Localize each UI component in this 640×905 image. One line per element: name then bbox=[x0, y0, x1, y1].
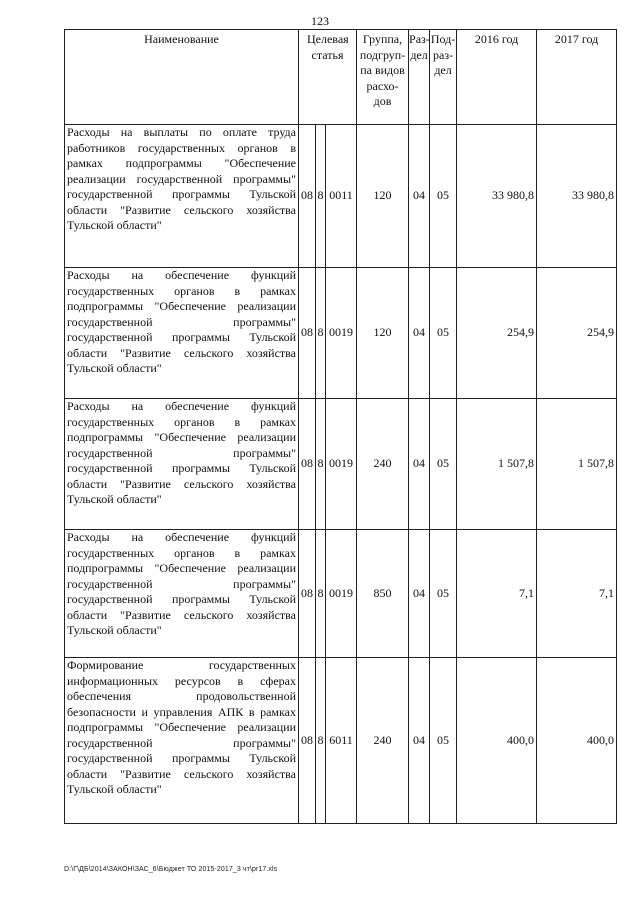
row-expense-group: 850 bbox=[357, 530, 409, 658]
row-section: 04 bbox=[409, 658, 430, 824]
row-target-article-code: 0019 bbox=[326, 399, 357, 530]
footer-file-path: D:\Г\ДБ\2014\ЗАКОН\ЗАС_6\Бюджет ТО 2015-2017_3 чт\pr17.xls bbox=[64, 866, 278, 873]
row-target-article-code: 6011 bbox=[326, 658, 357, 824]
row-target-article-program: 08 bbox=[299, 125, 316, 268]
table-row bbox=[65, 125, 617, 268]
row-amount-2016: 7,1 bbox=[457, 530, 537, 658]
page-number: 123 bbox=[311, 14, 329, 28]
row-section: 04 bbox=[409, 530, 430, 658]
row-target-article-code: 0019 bbox=[326, 530, 357, 658]
row-expense-group: 120 bbox=[357, 268, 409, 399]
table-row bbox=[65, 530, 617, 658]
row-section: 04 bbox=[409, 125, 430, 268]
row-target-article-program: 08 bbox=[299, 658, 316, 824]
header-year-2016: 2016 год bbox=[457, 30, 537, 125]
row-amount-2017: 1 507,8 bbox=[537, 399, 617, 530]
row-target-article-subprogram: 8 bbox=[316, 268, 326, 399]
row-name: Расходы на выплаты по оплате труда работников государственных органов в рамках подпрограммы "Обеспечение реализации государственной программы" государственной программы Тульской области "Развитие сельского хозяйства Тульской области" bbox=[65, 125, 299, 268]
row-subsection: 05 bbox=[430, 268, 457, 399]
row-amount-2017: 400,0 bbox=[537, 658, 617, 824]
row-target-article-program: 08 bbox=[299, 268, 316, 399]
row-target-article-program: 08 bbox=[299, 399, 316, 530]
row-target-article-subprogram: 8 bbox=[316, 125, 326, 268]
row-subsection: 05 bbox=[430, 530, 457, 658]
budget-table bbox=[64, 29, 617, 824]
header-group: Группа, подгруп-па видов расхо-дов bbox=[357, 30, 409, 125]
row-target-article-subprogram: 8 bbox=[316, 658, 326, 824]
header-name: Наименование bbox=[65, 30, 299, 125]
header-subsection: Под-раз-дел bbox=[430, 30, 457, 125]
table-row bbox=[65, 658, 617, 824]
row-name: Расходы на обеспечение функций государственных органов в рамках подпрограммы "Обеспечение реализации государственной программы" государственной программы Тульской области "Развитие сельского хозяйства Тульской области" bbox=[65, 399, 299, 530]
row-subsection: 05 bbox=[430, 399, 457, 530]
row-name: Формирование государственных информационных ресурсов в сферах обеспечения продовольственной безопасности и управления АПК в рамках подпрограммы "Обеспечение реализации государственной программы" государственной программы Тульской области "Развитие сельского хозяйства Тульской области" bbox=[65, 658, 299, 824]
row-target-article-program: 08 bbox=[299, 530, 316, 658]
row-amount-2016: 400,0 bbox=[457, 658, 537, 824]
row-target-article-subprogram: 8 bbox=[316, 530, 326, 658]
row-name: Расходы на обеспечение функций государственных органов в рамках подпрограммы "Обеспечение реализации государственной программы" государственной программы Тульской области "Развитие сельского хозяйства Тульской области" bbox=[65, 530, 299, 658]
row-amount-2016: 1 507,8 bbox=[457, 399, 537, 530]
row-subsection: 05 bbox=[430, 658, 457, 824]
row-amount-2017: 33 980,8 bbox=[537, 125, 617, 268]
row-amount-2017: 254,9 bbox=[537, 268, 617, 399]
row-target-article-subprogram: 8 bbox=[316, 399, 326, 530]
row-target-article-code: 0011 bbox=[326, 125, 357, 268]
header-year-2017: 2017 год bbox=[537, 30, 617, 125]
row-name: Расходы на обеспечение функций государственных органов в рамках подпрограммы "Обеспечение реализации государственной программы" государственной программы Тульской области "Развитие сельского хозяйства Тульской области" bbox=[65, 268, 299, 399]
row-expense-group: 240 bbox=[357, 658, 409, 824]
row-expense-group: 120 bbox=[357, 125, 409, 268]
table-row bbox=[65, 399, 617, 530]
header-section: Раз-дел bbox=[409, 30, 430, 125]
row-section: 04 bbox=[409, 268, 430, 399]
row-target-article-code: 0019 bbox=[326, 268, 357, 399]
header-target-article: Целевая статья bbox=[299, 30, 357, 125]
row-amount-2016: 33 980,8 bbox=[457, 125, 537, 268]
table-row bbox=[65, 268, 617, 399]
header-row bbox=[65, 30, 617, 125]
row-expense-group: 240 bbox=[357, 399, 409, 530]
row-amount-2016: 254,9 bbox=[457, 268, 537, 399]
row-subsection: 05 bbox=[430, 125, 457, 268]
row-amount-2017: 7,1 bbox=[537, 530, 617, 658]
row-section: 04 bbox=[409, 399, 430, 530]
